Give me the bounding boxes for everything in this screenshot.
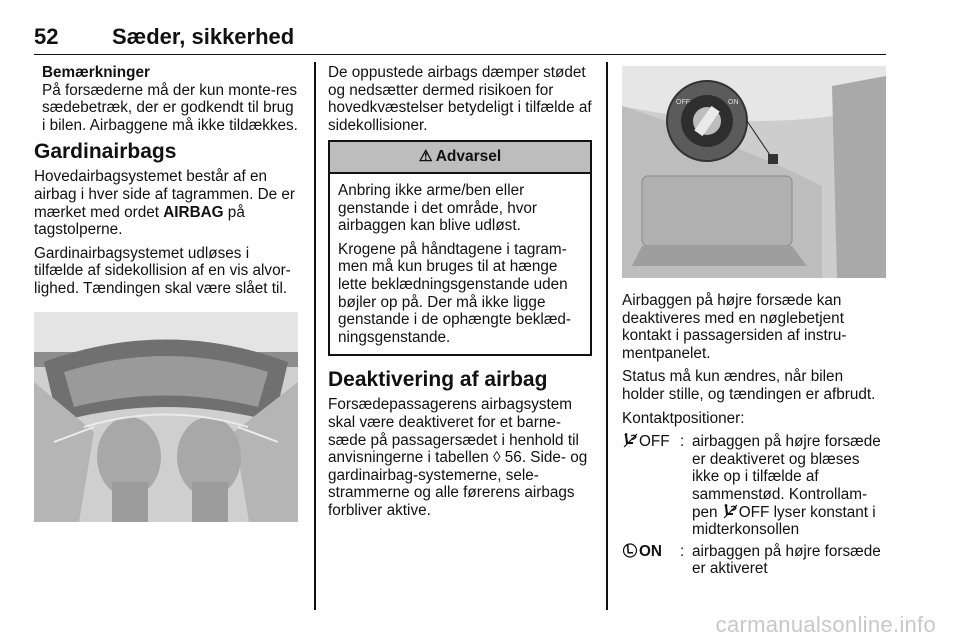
page-reference: 56 xyxy=(500,449,522,467)
seat-airbag-off-icon xyxy=(622,433,638,448)
airbag-word: AIRBAG xyxy=(163,203,224,221)
position-off-description: airbaggen på højre forsæde er deaktiveret og blæses ikke op i tilfælde af sammenstød. Kontrollam-pen OFF lyser konstant i midterkonsollen xyxy=(692,433,881,539)
watermark: carmanualsonline.info xyxy=(715,612,936,637)
paragraph-intro: De oppustede airbags dæmper stødet og nedsætter dermed risikoen for hovedkvæstelser betydeligt i tilfælde af sidekollisioner. xyxy=(328,64,592,134)
warning-body xyxy=(330,174,590,354)
column-divider-1 xyxy=(314,62,316,610)
position-off-label: OFF xyxy=(639,433,670,451)
page-header xyxy=(34,14,886,55)
position-on-row: ON : airbaggen på højre forsæde er aktiveret xyxy=(622,543,886,578)
paragraph-status: Status må kun ændres, når bilen holder stille, og tændingen er afbrudt. xyxy=(622,368,876,403)
svg-text:ON: ON xyxy=(728,99,739,106)
heading-deactivation: Deaktivering af airbag xyxy=(328,368,548,392)
position-on-label: ON xyxy=(639,542,662,560)
car-interior-illustration xyxy=(34,312,298,522)
paragraph-curtain-2: Gardinairbagsystemet udløses i tilfælde af sidekollision af en vis alvor-lighed. Tændingen skal være slået til. xyxy=(34,244,291,297)
warning-paragraph-1: Anbring ikke arme/ben eller genstande i det område, hvor airbaggen kan blive udløst. xyxy=(338,181,537,235)
warning-box xyxy=(328,140,592,356)
position-on-description: airbaggen på højre forsæde er aktiveret xyxy=(692,542,881,578)
dashboard-key-switch-image xyxy=(622,66,886,278)
page-number: 52 xyxy=(34,24,59,49)
chapter-title: Sæder, sikkerhed xyxy=(112,24,295,49)
paragraph-positions-label: Kontaktpositioner: xyxy=(622,409,745,427)
seat-airbag-off-inline-icon xyxy=(722,504,738,519)
key-switch-illustration xyxy=(622,66,886,278)
warning-paragraph-2: Krogene på håndtagene i tagram-men må kun bruges til at hænge lette beklædningsgenstande uden bøjler op på. Der må ikke ligge genstande i de ophængte beklæd-ningsgenstande. xyxy=(338,240,572,346)
page-reference-icon: ◊ xyxy=(492,449,501,467)
warning-header xyxy=(330,142,590,174)
column-divider-2 xyxy=(606,62,608,610)
column-1 xyxy=(34,64,300,522)
column-3 xyxy=(622,64,886,582)
paragraph-key-switch: Airbaggen på højre forsæde kan deaktiveres med en nøglebetjent kontakt i passagersiden af instru-mentpanelet. xyxy=(622,292,847,362)
seat-airbag-on-icon xyxy=(622,543,638,558)
column-2 xyxy=(328,64,592,525)
warning-title: Advarsel xyxy=(435,148,502,166)
note-text: På forsæderne må der kun monte-res sædebetræk, der er godkendt til brug i bilen. Airbaggene må ikke tildækkes. xyxy=(42,81,298,134)
heading-curtain-airbags: Gardinairbags xyxy=(34,140,177,164)
curtain-airbag-illustration xyxy=(34,312,298,522)
paragraph-curtain-1: Hovedairbagsystemet består af en airbag i hver side af tagrammen. De er mærket med ordet AIRBAG på tagstolperne. xyxy=(34,168,296,239)
position-off-row: OFF : airbaggen på højre forsæde er deaktiveret og blæses ikke op i tilfælde af sammenstød. Kontrollam-pen OFF lyser konstant i midterkonsollen xyxy=(622,433,886,539)
paragraph-deactivation: Forsædepassagerens airbagsystem skal være deaktiveret for et barne-sæde på passagersædet i henhold til anvisningerne i tabellen ◊ 56. Side- og gardinairbag-systemerne, sele-strammerne og alle førerens airbags forbliver aktive. xyxy=(328,396,588,519)
warning-icon: ⚠ xyxy=(418,148,433,166)
note-title: Bemærkninger xyxy=(42,64,150,81)
svg-text:OFF: OFF xyxy=(676,99,690,106)
